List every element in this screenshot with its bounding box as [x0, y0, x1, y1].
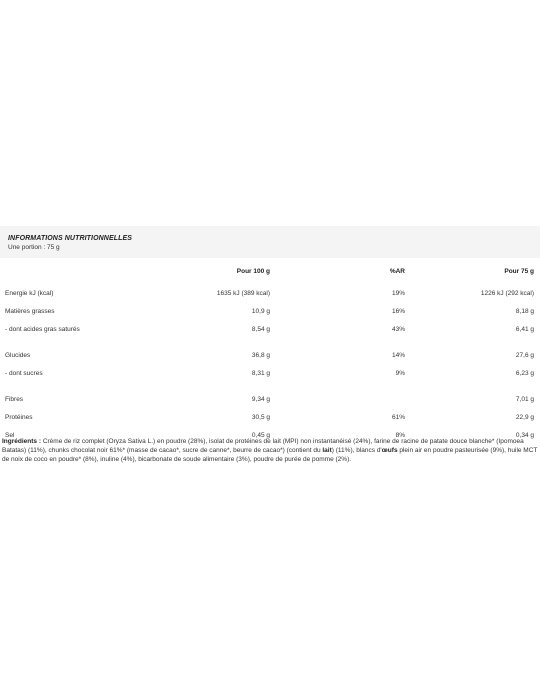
allergen-oeufs: œufs: [381, 447, 398, 454]
nutrition-panel: [0, 226, 540, 444]
row-label: Energie kJ (kcal): [5, 289, 54, 297]
row-label: - dont sucres: [5, 369, 43, 377]
row-label: Sel: [5, 431, 15, 439]
ingredients-part2: ) (11%), blancs d': [331, 447, 382, 454]
row-ar: 8%: [395, 431, 405, 439]
table-row: [0, 364, 540, 382]
row-per100: 8,31 g: [251, 369, 270, 377]
row-per100: 1635 kJ (389 kcal): [216, 289, 270, 297]
column-header-ar: %AR: [389, 267, 405, 275]
table-header-row: [0, 258, 540, 284]
row-ar: 19%: [391, 289, 405, 297]
row-label: Matières grasses: [5, 307, 55, 315]
row-label: - dont acides gras saturés: [5, 325, 80, 333]
row-per75: 7,01 g: [515, 395, 534, 403]
row-per75: 27,6 g: [515, 351, 534, 359]
row-per75: 6,41 g: [515, 325, 534, 333]
allergen-lait: lait: [322, 447, 332, 454]
ingredients-part1: Crème de riz complet (Oryza Sativa L.) en poudre (28%), isolat de protéines de lait (MPI) non instantanéisé (24%), farine de racine de patate douce blanche* (Ipomoea Batatas) (11%), chunks chocolat noir 61%* (masse de cacao*, sucre de canne*, beurre de cacao*) (contient du: [2, 438, 524, 454]
row-label: Fibres: [5, 395, 24, 403]
column-header-per100: Pour 100 g: [236, 267, 270, 275]
row-ar: 14%: [391, 351, 405, 359]
table-row: [0, 302, 540, 320]
row-per100: 9,34 g: [251, 395, 270, 403]
row-label: Glucides: [5, 351, 31, 359]
table-row: [0, 390, 540, 408]
ingredients-label: Ingrédients :: [2, 438, 42, 445]
ingredients-text: [0, 437, 540, 464]
table-row: [0, 346, 540, 364]
row-ar: 61%: [391, 413, 405, 421]
table-row: [0, 284, 540, 302]
row-label: Protéines: [5, 413, 33, 421]
ingredients-part3: plein air en poudre pasteurisée (9%), huile MCT de noix de coco en poudre* (8%), inuline (4%), bicarbonate de soude alimentaire (3%), poudre de purée de pomme (2%).: [2, 447, 538, 463]
row-per100: 0,45 g: [251, 431, 270, 439]
row-per75: 0,34 g: [515, 431, 534, 439]
portion-size: Une portion : 75 g: [8, 244, 60, 251]
row-per100: 10,9 g: [251, 307, 270, 315]
row-per100: 30,5 g: [251, 413, 270, 421]
nutrition-table: [0, 258, 540, 444]
table-row: [0, 320, 540, 338]
column-header-label: [0, 258, 175, 284]
column-header-per75: Pour 75 g: [504, 267, 534, 275]
row-ar: 9%: [395, 369, 405, 377]
row-per75: 22,9 g: [515, 413, 534, 421]
nutrition-title: INFORMATIONS NUTRITIONNELLES: [8, 235, 132, 242]
row-per75: 6,23 g: [515, 369, 534, 377]
row-per75: 1226 kJ (292 kcal): [480, 289, 534, 297]
row-per100: 8,54 g: [251, 325, 270, 333]
row-ar: 16%: [391, 307, 405, 315]
row-spacer: [0, 382, 540, 390]
nutrition-header: [0, 234, 540, 258]
row-per75: 8,18 g: [515, 307, 534, 315]
row-per100: 36,8 g: [251, 351, 270, 359]
row-ar: 43%: [391, 325, 405, 333]
table-row: [0, 408, 540, 426]
row-spacer: [0, 338, 540, 346]
row-ar: [270, 390, 405, 408]
